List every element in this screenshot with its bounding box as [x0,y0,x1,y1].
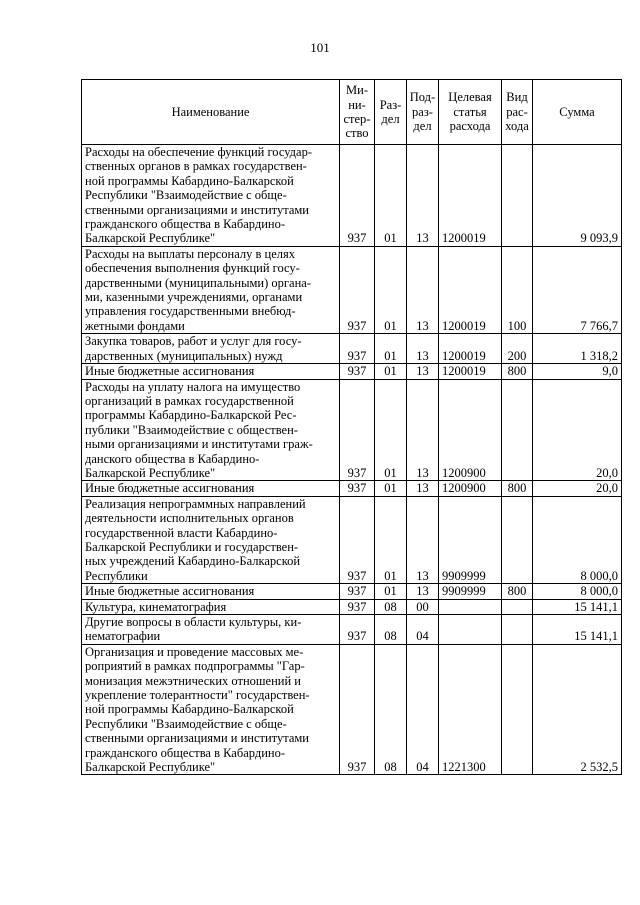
row-target: 9909999 [439,584,502,599]
row-section: 08 [375,615,407,645]
table-body [82,145,622,775]
row-section: 01 [375,379,407,481]
row-ministry: 937 [340,599,375,614]
row-subsection: 13 [407,246,439,333]
row-sum: 9,0 [533,364,622,379]
row-type: 800 [502,584,533,599]
row-ministry: 937 [340,481,375,496]
row-name: Другие вопросы в области культуры, ки- нематографии [82,615,340,645]
row-ministry: 937 [340,584,375,599]
row-type [502,615,533,645]
table-row [82,334,622,364]
row-ministry: 937 [340,364,375,379]
budget-table [81,79,622,775]
header-sum: Сумма [533,80,622,145]
row-sum: 7 766,7 [533,246,622,333]
row-target: 1200019 [439,364,502,379]
row-name: Закупка товаров, работ и услуг для госу- дарственных (муниципальных) нужд [82,334,340,364]
row-sum: 15 141,1 [533,615,622,645]
page-number: 101 [310,40,330,55]
row-name: Расходы на уплату налога на имущество организаций в рамках государственной программы Кабардино-Балкарской Рес- публики "Взаимодействие с обществен- ными организациями и институтами граж- данского общества в Кабардино- Балкарской Республике" [82,379,340,481]
table-row [82,599,622,614]
table-row [82,246,622,333]
header-section: Раз- дел [375,80,407,145]
row-target: 1200019 [439,334,502,364]
row-subsection: 13 [407,481,439,496]
row-target: 1200019 [439,145,502,247]
row-section: 01 [375,334,407,364]
table-row [82,145,622,247]
row-section: 08 [375,599,407,614]
row-subsection: 13 [407,334,439,364]
table-row [82,496,622,583]
table-row [82,364,622,379]
row-type: 200 [502,334,533,364]
header-target: Целевая статья расхода [439,80,502,145]
row-name: Расходы на выплаты персоналу в целях обеспечения выполнения функций госу- дарственными (муниципальными) органа- ми, казенными учреждениями, органами управления государственными внебюд- жетными фондами [82,246,340,333]
row-subsection: 13 [407,145,439,247]
table-row [82,481,622,496]
row-name: Организация и проведение массовых ме- роприятий в рамках подпрограммы "Гар- монизация межэтнических отношений и укрепление толерантности" государствен- ной программы Кабардино-Балкарской Республики "Взаимодействие с обще- ственными организациями и институтами гражданского общества в Кабардино- Балкарской Республике" [82,644,340,775]
row-name: Расходы на обеспечение функций государ- ственных органов в рамках государствен- ной программы Кабардино-Балкарской Республики "Взаимодействие с обще- ственными организациями и институтами гражданского общества в Кабардино- Балкарской Республике" [82,145,340,247]
row-name: Иные бюджетные ассигнования [82,364,340,379]
row-type: 100 [502,246,533,333]
row-name: Культура, кинематография [82,599,340,614]
row-subsection: 13 [407,496,439,583]
row-sum: 15 141,1 [533,599,622,614]
table-header-row [82,80,622,145]
row-subsection: 04 [407,615,439,645]
row-sum: 1 318,2 [533,334,622,364]
row-sum: 20,0 [533,481,622,496]
row-target: 9909999 [439,496,502,583]
row-target: 1200900 [439,481,502,496]
row-target [439,615,502,645]
row-section: 01 [375,481,407,496]
row-sum: 8 000,0 [533,584,622,599]
row-section: 08 [375,644,407,775]
row-section: 01 [375,246,407,333]
row-ministry: 937 [340,644,375,775]
row-subsection: 04 [407,644,439,775]
table-row [82,644,622,775]
row-name: Реализация непрограммных направлений деятельности исполнительных органов государственной власти Кабардино- Балкарской Республики и государствен- ных учреждений Кабардино-Балкарской Республики [82,496,340,583]
row-sum: 9 093,9 [533,145,622,247]
row-name: Иные бюджетные ассигнования [82,584,340,599]
row-type: 800 [502,481,533,496]
row-ministry: 937 [340,496,375,583]
row-section: 01 [375,496,407,583]
table-row [82,379,622,481]
row-section: 01 [375,584,407,599]
header-type: Вид рас- хода [502,80,533,145]
header-subsection: Под- раз- дел [407,80,439,145]
row-type [502,599,533,614]
row-ministry: 937 [340,379,375,481]
row-section: 01 [375,364,407,379]
row-type [502,379,533,481]
row-ministry: 937 [340,615,375,645]
row-ministry: 937 [340,246,375,333]
row-target [439,599,502,614]
row-subsection: 00 [407,599,439,614]
table-row [82,615,622,645]
row-target: 1200019 [439,246,502,333]
row-type [502,145,533,247]
row-target: 1200900 [439,379,502,481]
header-name: Наименование [82,80,340,145]
row-sum: 20,0 [533,379,622,481]
row-subsection: 13 [407,364,439,379]
row-subsection: 13 [407,379,439,481]
row-type [502,644,533,775]
row-section: 01 [375,145,407,247]
header-ministry: Ми- ни- стер- ство [340,80,375,145]
row-subsection: 13 [407,584,439,599]
row-target: 1221300 [439,644,502,775]
table-row [82,584,622,599]
row-sum: 8 000,0 [533,496,622,583]
row-name: Иные бюджетные ассигнования [82,481,340,496]
row-type [502,496,533,583]
row-sum: 2 532,5 [533,644,622,775]
row-ministry: 937 [340,334,375,364]
row-ministry: 937 [340,145,375,247]
row-type: 800 [502,364,533,379]
